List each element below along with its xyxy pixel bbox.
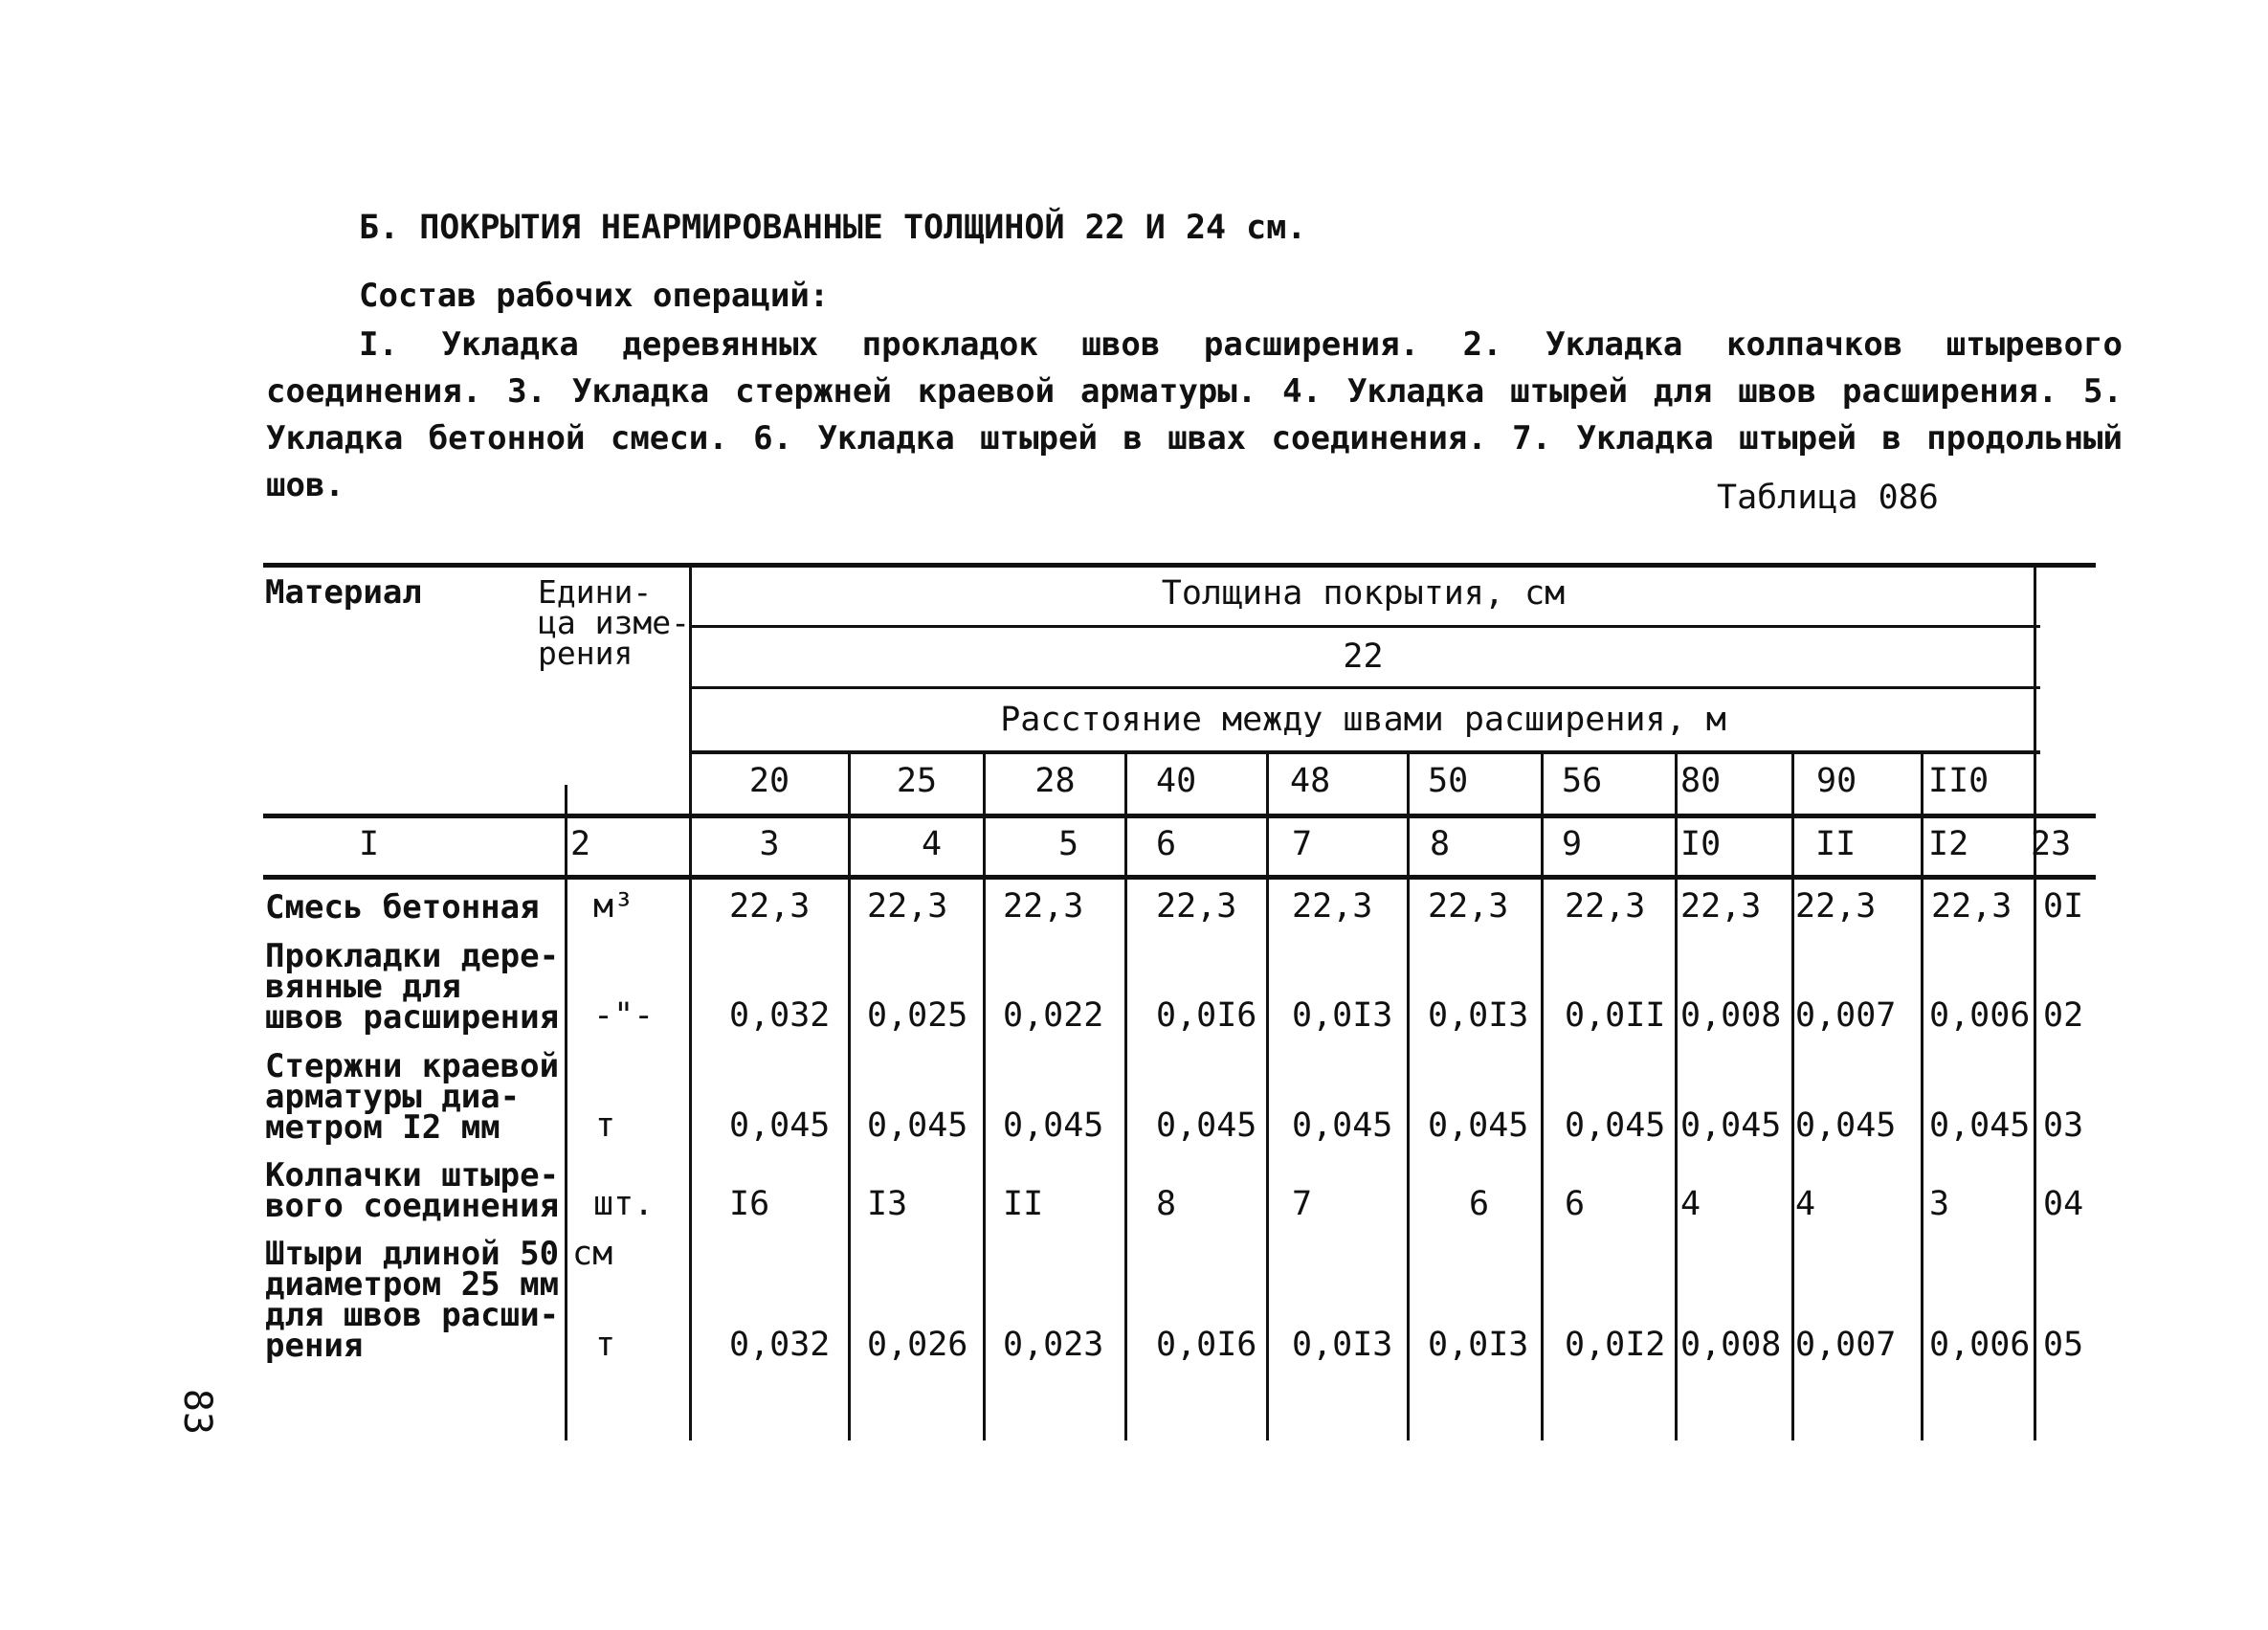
value-cell: 3 [1929,1185,1950,1223]
row-code: 0I [2043,887,2084,926]
column-number: 3 [759,825,780,863]
value-cell: 0,045 [1680,1106,1782,1145]
value-cell: 22,3 [1795,887,1877,926]
column-number: 7 [1292,825,1313,863]
value-cell: 0,045 [729,1106,831,1145]
value-cell: 0,007 [1795,1326,1897,1364]
row-material: Прокладки дере- вянные для швов расширения [265,937,560,1037]
column-number: I0 [1680,825,1722,863]
col-line-7 [1675,754,1678,1440]
value-cell: 0,032 [729,1326,831,1364]
row-code: 04 [2043,1185,2084,1223]
value-cell: 0,032 [729,996,831,1035]
value-cell: 22,3 [1292,887,1373,926]
column-number: 9 [1562,825,1583,863]
value-cell: 22,3 [1156,887,1237,926]
value-cell: 7 [1292,1185,1313,1223]
value-cell: 0,0I3 [1292,1326,1393,1364]
value-cell: 0,0I3 [1428,1326,1529,1364]
section-heading: Б. ПОКРЫТИЯ НЕАРМИРОВАННЫЕ ТОЛЩИНОЙ 22 И 24 см. [359,209,1307,247]
row-unit: т [595,1106,616,1145]
value-cell: 22,3 [1680,887,1762,926]
row-unit: т [595,1326,616,1364]
distance-cell: II0 [1928,762,1990,800]
table-top-border [263,563,2096,568]
col-line-6 [1541,754,1544,1440]
row-unit: шт. [593,1185,655,1223]
column-number: 4 [922,825,943,863]
value-cell: 0,045 [1003,1106,1104,1145]
values-right-line [2034,565,2036,1440]
value-cell: 0,0I6 [1156,1326,1257,1364]
header-unit: Едини- ца изме- рения [538,573,690,672]
operations-title: Состав рабочих операций: [359,277,830,315]
page-number: 83 [175,1388,220,1436]
value-cell: 8 [1156,1185,1177,1223]
value-cell: 22,3 [867,887,948,926]
header-bottom-line [263,814,2096,818]
column-number: 6 [1156,825,1177,863]
distance-cell: 25 [896,762,938,800]
value-cell: 6 [1469,1185,1490,1223]
distance-cell: 48 [1290,762,1331,800]
value-cell: 22,3 [1428,887,1509,926]
distance-cell: 50 [1428,762,1469,800]
header-thickness-value: 22 [1343,637,1384,676]
distance-header-line [691,750,2040,754]
row-code: 05 [2043,1326,2084,1364]
value-cell: 0,008 [1680,1326,1782,1364]
row-unit: -"- [593,996,655,1035]
value-cell: 0,045 [867,1106,968,1145]
distance-cell: 20 [748,762,790,800]
value-cell: 0,045 [1795,1106,1897,1145]
value-cell: 0,0I3 [1428,996,1529,1035]
distance-cell: 40 [1156,762,1197,800]
value-cell: 0,022 [1003,996,1104,1035]
col-line-3 [1124,754,1127,1440]
distance-cell: 28 [1034,762,1076,800]
header-material: Материал [265,573,422,612]
row-code: 03 [2043,1106,2084,1145]
value-cell: 6 [1565,1185,1586,1223]
value-cell: 0,006 [1929,996,2031,1035]
value-cell: 0,045 [1929,1106,2031,1145]
row-unit-top: см [572,1235,613,1273]
values-left-line [689,565,692,1440]
value-cell: 0,045 [1156,1106,1257,1145]
col-line-8 [1791,754,1794,1440]
col-line-1 [848,754,851,1440]
column-number: 8 [1430,825,1451,863]
value-cell: 22,3 [1931,887,2012,926]
value-cell: 0,045 [1565,1106,1666,1145]
unit-col-left-line [565,785,567,1440]
column-number: I2 [1928,825,1969,863]
value-cell: 4 [1680,1185,1701,1223]
column-number: 5 [1058,825,1079,863]
row-material: Штыри длиной 50 диаметром 25 мм для швов расши- рения [265,1235,560,1365]
value-cell: 22,3 [729,887,811,926]
value-cell: 0,0II [1565,996,1666,1035]
value-cell: 0,006 [1929,1326,2031,1364]
col-line-5 [1407,754,1410,1440]
value-cell: 0,0I6 [1156,996,1257,1035]
value-cell: 22,3 [1003,887,1084,926]
value-cell: 0,008 [1680,996,1782,1035]
distance-cell: 90 [1816,762,1857,800]
value-cell: 0,026 [867,1326,968,1364]
column-number: I [359,825,380,863]
table-number: Таблица 086 [1717,479,1939,517]
value-cell: 0,0I2 [1565,1326,1666,1364]
row-material: Смесь бетонная [265,888,540,927]
value-cell: II [1003,1185,1044,1223]
distance-cell: 56 [1562,762,1603,800]
numbers-row-line [263,875,2096,880]
value-cell: 0,025 [867,996,968,1035]
header-thickness: Толщина покрытия, см [1161,574,1566,613]
column-number: 23 [2031,825,2072,863]
header-distance: Расстояние между швами расширения, м [1000,701,1726,739]
value-cell: 0,023 [1003,1326,1104,1364]
value-cell: 0,0I3 [1292,996,1393,1035]
col-line-9 [1921,754,1923,1440]
value-cell: 0,045 [1292,1106,1393,1145]
col-line-4 [1266,754,1269,1440]
thickness-value-line [691,686,2040,689]
value-cell: I6 [729,1185,770,1223]
value-cell: 4 [1795,1185,1816,1223]
thickness-header-line [691,625,2040,628]
operations-text: I. Укладка деревянных прокладок швов расширения. 2. Укладка колпачков штыревого соединения. 3. Укладка стержней краевой арматуры. 4. Укладка штырей для швов расширения. 5. Укладка бетонной смеси. 6. Укладка штырей в швах соединения. 7. Укладка штырей в продольный шов. [266,325,2123,504]
value-cell: 0,007 [1795,996,1897,1035]
value-cell: 0,045 [1428,1106,1529,1145]
row-material: Стержни краевой арматуры диа- метром I2 мм [265,1047,560,1147]
column-number: 2 [570,825,591,863]
column-number: II [1815,825,1857,863]
col-line-2 [983,754,986,1440]
value-cell: I3 [867,1185,908,1223]
row-material: Колпачки штыре- вого соединения [265,1156,560,1225]
value-cell: 22,3 [1565,887,1646,926]
row-unit: м³ [593,887,634,926]
row-code: 02 [2043,996,2084,1035]
distance-cell: 80 [1680,762,1722,800]
